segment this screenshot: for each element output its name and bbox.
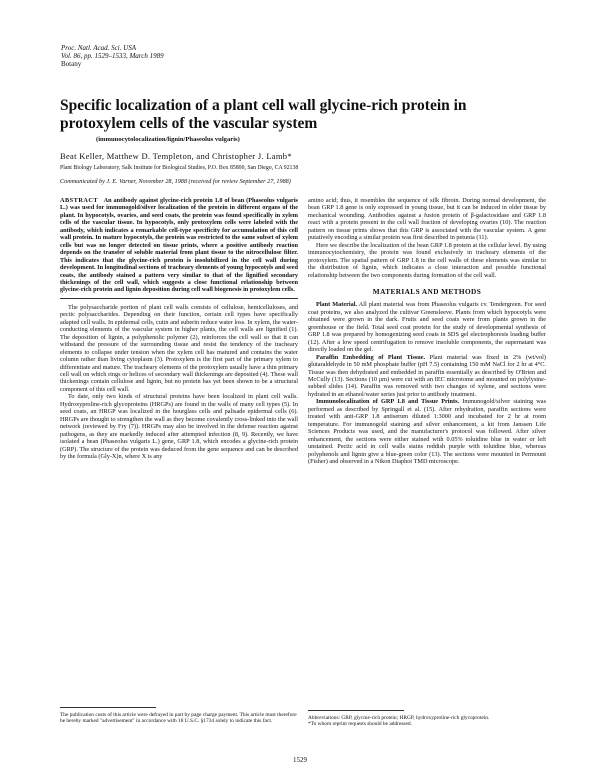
- runin-heading: Plant Material.: [316, 301, 358, 309]
- runin-heading: Paraffin Embedding of Plant Tissue.: [316, 353, 426, 361]
- intro-paragraph: The polysaccharide portion of plant cell walls consists of cellulose, hemicelluloses, and pectic polysaccharides. Depending on their function, certain cell types have specifically adapted cell walls. In epidermal cells, cutin and suberin reduce water loss. In xylem, the water-conducting elements of the vascular system in higher plants, the cell walls are lignified (1). The deposition of lignin, a polyphenolic polymer (2), reinforces the cell wall so that it can withstand the pressure of the surrounding tissue and resist the tendency of the tracheary elements to collapse under tension when the xylem cell has matured and contains the water column rather than living cytoplasm (3). Protoxylem is the first part of the primary xylem to differentiate and mature. The tracheary elements of the protoxylem usually have a thin primary cell wall on which rings or helices of secondary wall thickenings are deposited (4). These wall thickenings contain cellulose and lignin, but no protein has yet been shown to be a structural component of this cell wall.: [60, 303, 298, 393]
- methods-heading: MATERIALS AND METHODS: [372, 286, 482, 296]
- abstract-divider: [60, 298, 298, 299]
- charge-footnote: The publication costs of this article were defrayed in part by page charge payment. This article must therefore be hereby marked "advertisement" in accordance with 18 U.S.C. §1734 solely to indicate this fact.: [60, 712, 297, 725]
- journal-volume: Vol. 86, pp. 1529–1533, March 1989: [61, 52, 164, 60]
- page-number: 1529: [293, 756, 307, 764]
- methods-paragraph: [308, 354, 546, 399]
- journal-name: Proc. Natl. Acad. Sci. USA: [61, 44, 137, 52]
- abstract-label: ABSTRACT: [60, 197, 99, 204]
- communicated-by: Communicated by J. E. Varner, November 28, 1988 (received for review September 27, 1988): [60, 178, 291, 185]
- abstract: [60, 197, 298, 294]
- intro-paragraph: Here we describe the localization of the bean GRP 1.8 protein at the cellular level. By using immunocytochemistry, the protein was found exclusively in tracheary elements of the protoxylem. The spatial pattern of GRP 1.8 in the cell walls of these elements was similar to the distribution of lignin, which indicates a close interaction and possible functional relationship between the two components during formation of the cell wall.: [308, 241, 546, 279]
- left-column: [60, 197, 298, 460]
- affiliation: Plant Biology Laboratory, Salk Institute for Biological Studies, P.O. Box 85800, San Diego, CA 92138: [60, 165, 299, 171]
- abstract-text: An antibody against glycine-rich protein 1.8 of bean (Phaseolus vulgaris L.) was used for immunogold/silver localization of the protein in different organs of the plant. In hypocotyls, ovaries, and seed coats, the protein was found specifically in xylem cells of the vascular tissue. In hypocotyls, only protoxylem cells were labeled with the antibody, which indicates a remarkable cell-type specificity for accumulation of this cell wall protein. In mature hypocotyls, the protein was restricted to the same subset of xylem cells but was no longer detected on tissue prints, where a positive antibody reaction depends on the transfer of soluble material from plant tissue to the nitrocellulose filter. This indicates that the glycine-rich protein is insolubilized in the cell wall during development. In longitudinal sections of tracheary elements of young hypocotyls and seed coats, the antibody stained a pattern very similar to that of the lignified secondary thickenings of the cell wall, which suggests a close functional relationship between glycine-rich protein and lignin deposition during cell wall biogenesis in protoxylem cells.: [60, 197, 298, 294]
- methods-text: Plant material was fixed in 2% (wt/vol) glutaraldehyde in 50 mM phosphate buffer (pH 7.5) containing 150 mM NaCl for 2 hr at 4°C. Tissue was then dehydrated and embedded in paraffin essentially as described by O'Brien and McCully (13). Sections (10 μm) were cut with an IEC microtome and mounted on polylysine-subbed slides (14). Paraffin was removed with two changes of xylene, and sections were hydrated in an ethanol/water series just prior to antibody treatment.: [308, 353, 546, 398]
- article-title: Specific localization of a plant cell wall glycine-rich protein in protoxylem cells of the vascular system: [60, 97, 467, 132]
- footnote-divider: [308, 710, 404, 711]
- keywords: (immunocytolocalization/lignin/Phaseolus vulgaris): [96, 136, 240, 143]
- methods-paragraph: [308, 301, 546, 353]
- abbreviations-footnote: Abbreviations: GRP, glycine-rich protein; HRGP, hydroxyproline-rich glycoprotein.: [308, 715, 490, 721]
- methods-paragraph: [308, 398, 546, 465]
- right-column: [308, 197, 546, 465]
- intro-paragraph: amino acid; thus, it resembles the sequence of silk fibroin. During normal development, the bean GRP 1.8 gene is only expressed in young tissue, but it can be induced in older tissue by mechanical wounding. Antibodies against a fusion protein of β-galactosidase and GRP 1.8 react with a protein present in the cell wall fraction of developing ovaries (10). The reaction pattern on tissue prints shows that this GRP is associated with the vascular system. A gene putatively encoding a similar protein was first described in petunia (11).: [308, 197, 546, 242]
- methods-text: Immunogold/silver staining was performed as described by Springall et al. (15). After rehydration, paraffin sections were treated with anti-GRP 1.8 antiserum diluted 1:3000 and incubated for 2 hr at room temperature. For immunogold staining and silver enhancement, a kit from Janssen Life Sciences Products was used, and the manufacturer's protocol was followed. After silver enhancement, the sections were either stained with 0.05% toluidine blue in water or left unstained. Pectic acid in cell walls stains reddish purple with toluidine blue, whereas polyphenols and lignin give a blue-green color (13). The sections were mounted in Permount (Fisher) and observed in a Nikon Diaphot TMD microscope.: [308, 398, 546, 465]
- authors: Beat Keller, Matthew D. Templeton, and Christopher J. Lamb*: [60, 151, 292, 161]
- footnote-divider: [60, 707, 156, 708]
- journal-header: [61, 44, 164, 68]
- intro-paragraph: To date, only two kinds of structural proteins have been localized in plant cell walls. Hydroxyproline-rich glycoproteins (HRGPs) are found in the walls of many cell types (5). In seed coats, an HRGP was localized in the hourglass cells and palisade epidermal cells (6). HRGPs are thought to strengthen the wall as they become covalently cross-linked into the wall network (reviewed by Fry (7)). HRGPs may also be involved in the defense reaction against pathogens, as they are markedly induced after attempted infection (8, 9). Recently, we have isolated a bean (Phaseolus vulgaris L.) gene, GRP 1.8, which encodes a glycine-rich protein (GRP). The structure of the protein was deduced from the gene sequence and can be described by the formula (Gly-X)n, where X is any: [60, 393, 298, 460]
- journal-section: Botany: [61, 60, 82, 68]
- right-footnotes: [308, 715, 546, 728]
- reprint-footnote: *To whom reprint requests should be addressed.: [308, 721, 412, 728]
- methods-text: All plant material was from Phaseolus vulgaris cv. Tendergreen. For seed coat proteins, we also analyzed the cultivar Greensleeve. Plants from which hypocotyls were obtained were grown in the dark. Fruits and seed coats were from plants grown in the greenhouse or the field. Total seed coat protein for the study of developmental synthesis of GRP 1.8 was prepared by homogenizing seed coats in SDS gel electrophoresis loading buffer (12). After a low speed centrifugation to remove insoluble components, the supernatant was directly loaded on the gel.: [308, 301, 546, 354]
- runin-heading: Immunolocalization of GRP 1.8 and Tissue Prints.: [316, 398, 460, 406]
